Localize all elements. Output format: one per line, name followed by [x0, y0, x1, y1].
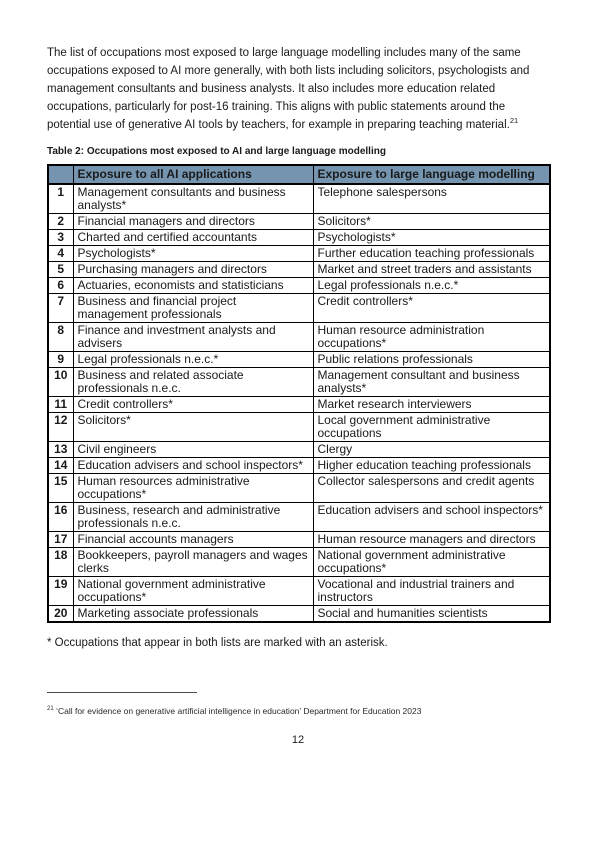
llm-cell: Human resource managers and directors [313, 532, 550, 548]
llm-cell: Collector salespersons and credit agents [313, 474, 550, 503]
table-row [48, 262, 550, 278]
llm-cell: Public relations professionals [313, 352, 550, 368]
llm-cell: Solicitors* [313, 214, 550, 230]
footnote-separator [47, 692, 197, 693]
llm-cell: Market and street traders and assistants [313, 262, 550, 278]
llm-cell: Credit controllers* [313, 294, 550, 323]
rank-cell: 8 [48, 323, 73, 352]
rank-cell: 3 [48, 230, 73, 246]
rank-cell: 17 [48, 532, 73, 548]
llm-cell: Local government administrative occupations [313, 413, 550, 442]
all-ai-cell: Management consultants and business analysts* [73, 184, 313, 214]
table-row [48, 214, 550, 230]
rank-cell: 19 [48, 577, 73, 606]
rank-cell: 20 [48, 606, 73, 623]
intro-text: The list of occupations most exposed to large language modelling includes many of the same occupations exposed to AI more generally, with both lists including solicitors, psychologists and management consultants and business analysts. It also includes more education related occupations, particularly for post-16 training. This aligns with public statements around the potential use of generative AI tools by teachers, for example in preparing teaching material. [47, 47, 530, 131]
rank-header-cell [48, 165, 73, 184]
all-ai-cell: Marketing associate professionals [73, 606, 313, 623]
intro-paragraph [47, 44, 549, 134]
table-row [48, 503, 550, 532]
llm-cell: Telephone salespersons [313, 184, 550, 214]
rank-cell: 1 [48, 184, 73, 214]
all-ai-cell: National government administrative occupations* [73, 577, 313, 606]
table-row [48, 458, 550, 474]
rank-cell: 7 [48, 294, 73, 323]
table-row [48, 577, 550, 606]
footnote-ref: 21 [47, 706, 54, 713]
llm-cell: Further education teaching professionals [313, 246, 550, 262]
all-ai-cell: Psychologists* [73, 246, 313, 262]
page-number: 12 [291, 734, 305, 746]
table-row [48, 352, 550, 368]
llm-cell: Management consultant and business analysts* [313, 368, 550, 397]
llm-cell: Education advisers and school inspectors* [313, 503, 550, 532]
table-row [48, 442, 550, 458]
rank-cell: 18 [48, 548, 73, 577]
all-ai-cell: Bookkeepers, payroll managers and wages clerks [73, 548, 313, 577]
llm-cell: Higher education teaching professionals [313, 458, 550, 474]
llm-header-cell: Exposure to large language modelling [313, 165, 550, 184]
table-row [48, 413, 550, 442]
table-row [48, 323, 550, 352]
llm-cell: Legal professionals n.e.c.* [313, 278, 550, 294]
all-ai-cell: Human resources administrative occupations* [73, 474, 313, 503]
all-ai-cell: Business and financial project management professionals [73, 294, 313, 323]
rank-cell: 11 [48, 397, 73, 413]
table-row [48, 184, 550, 214]
table-row [48, 230, 550, 246]
asterisk-note: * Occupations that appear in both lists are marked with an asterisk. [47, 637, 388, 649]
llm-cell: Clergy [313, 442, 550, 458]
rank-cell: 12 [48, 413, 73, 442]
all-ai-cell: Business, research and administrative professionals n.e.c. [73, 503, 313, 532]
footnote [47, 706, 549, 717]
table-row [48, 548, 550, 577]
intro-footnote-ref: 21 [509, 116, 519, 126]
rank-cell: 13 [48, 442, 73, 458]
llm-cell: Human resource administration occupations* [313, 323, 550, 352]
table-row [48, 397, 550, 413]
all-ai-cell: Purchasing managers and directors [73, 262, 313, 278]
all-ai-cell: Credit controllers* [73, 397, 313, 413]
occupations-table [47, 164, 551, 623]
table-caption: Table 2: Occupations most exposed to AI and large language modelling [47, 146, 386, 157]
all-ai-cell: Legal professionals n.e.c.* [73, 352, 313, 368]
rank-cell: 9 [48, 352, 73, 368]
llm-cell: Social and humanities scientists [313, 606, 550, 623]
footnote-text: ‘Call for evidence on generative artificial intelligence in education’ Department for Education 2023 [56, 706, 422, 716]
llm-cell: Psychologists* [313, 230, 550, 246]
rank-cell: 14 [48, 458, 73, 474]
all-ai-cell: Actuaries, economists and statisticians [73, 278, 313, 294]
all-ai-header-cell: Exposure to all AI applications [73, 165, 313, 184]
rank-cell: 2 [48, 214, 73, 230]
all-ai-cell: Civil engineers [73, 442, 313, 458]
table-row [48, 532, 550, 548]
table-header-row [48, 165, 550, 184]
rank-cell: 15 [48, 474, 73, 503]
table-row [48, 606, 550, 623]
all-ai-cell: Financial managers and directors [73, 214, 313, 230]
all-ai-cell: Solicitors* [73, 413, 313, 442]
rank-cell: 10 [48, 368, 73, 397]
all-ai-cell: Charted and certified accountants [73, 230, 313, 246]
llm-cell: National government administrative occupations* [313, 548, 550, 577]
rank-cell: 4 [48, 246, 73, 262]
table-row [48, 294, 550, 323]
all-ai-cell: Education advisers and school inspectors* [73, 458, 313, 474]
all-ai-cell: Business and related associate professionals n.e.c. [73, 368, 313, 397]
all-ai-cell: Finance and investment analysts and advisers [73, 323, 313, 352]
table-row [48, 246, 550, 262]
table-row [48, 368, 550, 397]
rank-cell: 16 [48, 503, 73, 532]
llm-cell: Vocational and industrial trainers and instructors [313, 577, 550, 606]
all-ai-cell: Financial accounts managers [73, 532, 313, 548]
table-row [48, 278, 550, 294]
rank-cell: 5 [48, 262, 73, 278]
llm-cell: Market research interviewers [313, 397, 550, 413]
rank-cell: 6 [48, 278, 73, 294]
table-row [48, 474, 550, 503]
